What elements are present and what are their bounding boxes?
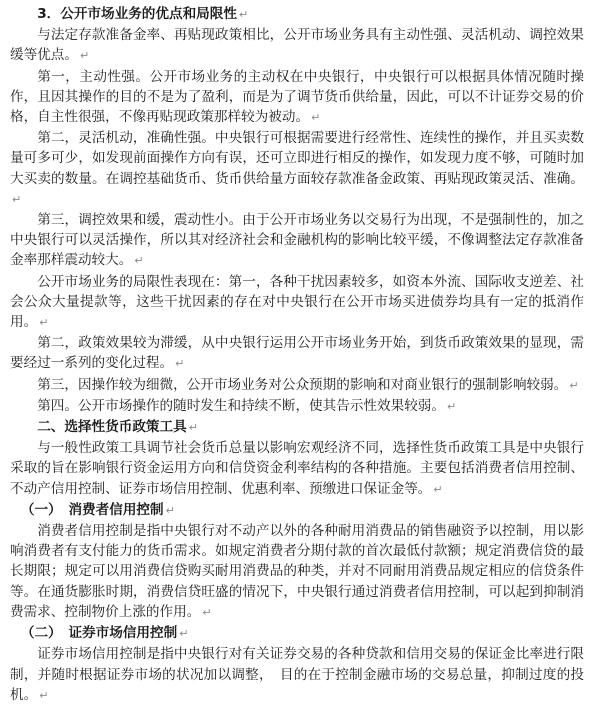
paragraph-text: 第二，政策效果较为滞缓，从中央银行运用公开市场业务开始，到货币政策效果的显现，需要经过一系列的变化过程。 bbox=[10, 335, 584, 372]
paragraph-mark-icon: ↵ bbox=[202, 605, 212, 619]
body-paragraph bbox=[10, 521, 584, 623]
paragraph-mark-icon: ↵ bbox=[165, 503, 175, 517]
paragraph-mark-icon: ↵ bbox=[433, 482, 443, 496]
paragraph-mark-icon: ↵ bbox=[238, 8, 249, 21]
heading-text: 3．公开市场业务的优点和局限性 bbox=[37, 6, 237, 22]
body-paragraph bbox=[10, 272, 584, 334]
paragraph-mark-icon: ↵ bbox=[39, 316, 49, 330]
paragraph-text: 证券市场信用控制是指中央银行对有关证券交易的各种贷款和信用交易的保证金比率进行限制，并随时根据证券市场的状况加以调整， 目的在于控制金融市场的交易总量，抑制过度的投机。 bbox=[10, 646, 584, 703]
body-paragraph bbox=[10, 210, 584, 272]
heading-text: 二、选择性货币政策工具 bbox=[37, 419, 187, 436]
paragraph-mark-icon: ↵ bbox=[179, 627, 189, 641]
body-paragraph bbox=[10, 396, 584, 417]
body-paragraph bbox=[10, 67, 584, 129]
paragraph-text: 与一般性政策工具调节社会货币总量以影响宏观经济不同，选择性货币政策工具是中央银行采取的旨在影响银行资金运用方向和信贷资金利率结构的各种措施。主要包括消费者信用控制、不动产信用控制、证券市场信用控制、优惠利率、预缴进口保证金等。 bbox=[10, 440, 584, 497]
paragraph-text: 第一，主动性强。公开市场业务的主动权在中央银行，中央银行可以根据具体情况随时操作，且因其操作的目的不是为了盈利，而是为了调节货币供给量，因此，可以不计证券交易的价格，自主性很强，不像再贴现政策那样较为被动。 bbox=[10, 68, 584, 126]
paragraph-text: 第三，因操作较为细微，公开市场业务对公众预期的影响和对商业银行的强制影响较弱。 bbox=[37, 376, 568, 393]
paragraph-mark-icon: ↵ bbox=[12, 192, 22, 206]
paragraph-text: 公开市场业务的局限性表现在：第一，各种干扰因素较多，如资本外流、国际收支逆差、社会公众大量提款等，这些干扰因素的存在对中央银行在公开市场买进债券均具有一定的抵消作用。 bbox=[10, 273, 584, 331]
paragraph-mark-icon: ↵ bbox=[188, 421, 198, 435]
subsection-heading bbox=[10, 623, 584, 644]
paragraph-mark-icon: ↵ bbox=[447, 399, 457, 413]
heading-text: （一） 消费者信用控制 bbox=[20, 501, 164, 518]
paragraph-mark-icon: ↵ bbox=[134, 254, 144, 268]
section-heading bbox=[10, 417, 584, 438]
paragraph-text: 消费者信用控制是指中央银行对不动产以外的各种耐用消费品的销售融资予以控制，用以影响消费者有支付能力的货币需求。如规定消费者分期付款的首次最低付款额；规定消费信贷的最长期限；规定可以用消费信贷购买耐用消费品的种类，并对不同耐用消费品规定相应的信贷条件等。在通货膨胀时期，消费信贷旺盛的情况下，中央银行通过消费者信用控制，可以起到抑制消费需求、控制物价上涨的作用。 bbox=[10, 523, 584, 620]
paragraph-text: 第三，调控效果和缓，震动性小。由于公开市场业务以交易行为出现，不是强制性的，加之中央银行可以灵活操作，所以其对经济社会和金融机构的影响比较平缓，不像调整法定存款准备金率那样震动较大。 bbox=[10, 212, 584, 269]
paragraph-mark-icon: ↵ bbox=[39, 688, 49, 702]
paragraph-text: 与法定存款准备金率、再贴现政策相比，公开市场业务具有主动性强、灵活机动、调控效果缓等优点。 bbox=[10, 27, 584, 64]
body-paragraph bbox=[10, 375, 584, 396]
body-paragraph bbox=[10, 128, 584, 210]
heading-text: （二） 证券市场信用控制 bbox=[20, 625, 178, 642]
paragraph-text: 第二，灵活机动，准确性强。中央银行可根据需要进行经常性、连续性的操作，并且买卖数量可多可少，如发现前面操作方向有误，还可立即进行相反的操作，如发现力度不够，可随时加大买卖的数量。在调控基础货币、货币供给量方面较存款准备金政策、再贴现政策灵活、准确。 bbox=[10, 130, 584, 187]
paragraph-mark-icon: ↵ bbox=[311, 111, 321, 125]
subsection-heading bbox=[10, 500, 584, 521]
paragraph-text: 第四。公开市场操作的随时发生和持续不断，使其告示性效果较弱。 bbox=[37, 397, 445, 414]
paragraph-mark-icon: ↵ bbox=[569, 378, 579, 392]
body-paragraph bbox=[10, 25, 584, 66]
section-heading bbox=[10, 4, 584, 25]
paragraph-mark-icon: ↵ bbox=[79, 49, 90, 63]
body-paragraph bbox=[10, 644, 584, 706]
body-paragraph bbox=[10, 438, 584, 500]
body-paragraph bbox=[10, 333, 584, 374]
paragraph-mark-icon: ↵ bbox=[175, 357, 185, 371]
